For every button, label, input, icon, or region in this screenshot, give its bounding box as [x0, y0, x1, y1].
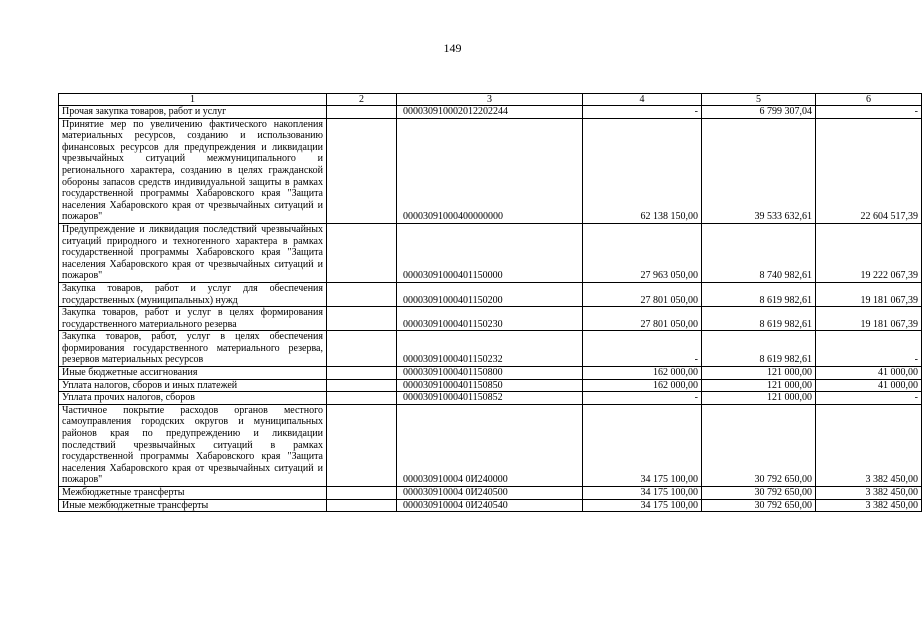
row-col-4: 27 801 050,00	[583, 282, 702, 306]
table-row	[59, 379, 922, 392]
row-col-4: -	[583, 392, 702, 405]
row-col-6: 3 382 450,00	[816, 499, 922, 512]
row-col-6: 3 382 450,00	[816, 404, 922, 486]
table-row	[59, 118, 922, 223]
row-col-5: 6 799 307,04	[702, 106, 816, 119]
table-row	[59, 223, 922, 282]
table-row	[59, 392, 922, 405]
row-name: Уплата налогов, сборов и иных платежей	[59, 379, 327, 392]
row-code: 000030910002012202244	[397, 106, 583, 119]
row-code: 00003091000401150852	[397, 392, 583, 405]
row-col-6: 22 604 517,39	[816, 118, 922, 223]
row-col-6: -	[816, 392, 922, 405]
row-name: Закупка товаров, работ, услуг в целях обеспечения формирования государственного материального резерва, резервов материальных ресурсов	[59, 331, 327, 367]
row-col-4: 162 000,00	[583, 367, 702, 380]
header-col-4: 4	[583, 94, 702, 106]
row-code: 00003091000401150800	[397, 367, 583, 380]
row-code: 00003091000401150230	[397, 307, 583, 331]
row-code: 000030910004 0И240000	[397, 404, 583, 486]
row-code: 00003091000400000000	[397, 118, 583, 223]
table-row	[59, 404, 922, 486]
row-col-2	[327, 282, 397, 306]
row-col-5: 121 000,00	[702, 392, 816, 405]
row-col-2	[327, 106, 397, 119]
row-col-5: 121 000,00	[702, 367, 816, 380]
row-col-6: 3 382 450,00	[816, 487, 922, 500]
header-col-3: 3	[397, 94, 583, 106]
table-row	[59, 282, 922, 306]
row-col-2	[327, 487, 397, 500]
row-col-2	[327, 307, 397, 331]
row-code: 00003091000401150232	[397, 331, 583, 367]
row-col-6: 19 181 067,39	[816, 282, 922, 306]
row-col-6: 41 000,00	[816, 379, 922, 392]
row-col-4: 27 801 050,00	[583, 307, 702, 331]
row-col-6: -	[816, 106, 922, 119]
row-col-5: 30 792 650,00	[702, 404, 816, 486]
header-col-1: 1	[59, 94, 327, 106]
row-col-6: 19 181 067,39	[816, 307, 922, 331]
row-col-5: 8 619 982,61	[702, 331, 816, 367]
row-name: Межбюджетные трансферты	[59, 487, 327, 500]
row-name: Закупка товаров, работ и услуг в целях формирования государственного материального резерва	[59, 307, 327, 331]
row-col-6: -	[816, 331, 922, 367]
row-col-4: 162 000,00	[583, 379, 702, 392]
row-name: Принятие мер по увеличению фактического накопления материальных ресурсов, созданию и использованию финансовых ресурсов для предупреждения и ликвидации чрезвычайных ситуаций межмуниципального и регионального характера, созданию в целях гражданской обороны запасов средств индивидуальной защиты в рамках государственной программы Хабаровского края "Защита населения Хабаровского края от чрезвычайных ситуаций и пожаров"	[59, 118, 327, 223]
row-col-5: 39 533 632,61	[702, 118, 816, 223]
row-name: Частичное покрытие расходов органов местного самоуправления городских округов и муниципальных районов края по предупреждению и ликвидации последствий чрезвычайных ситуаций в рамках государственной программы Хабаровского края "Защита населения Хабаровского края от чрезвычайных ситуаций и пожаров"	[59, 404, 327, 486]
row-col-5: 8 619 982,61	[702, 307, 816, 331]
row-col-6: 41 000,00	[816, 367, 922, 380]
row-code: 00003091000401150200	[397, 282, 583, 306]
row-col-2	[327, 118, 397, 223]
row-col-2	[327, 223, 397, 282]
row-col-4: -	[583, 106, 702, 119]
row-col-4: 34 175 100,00	[583, 404, 702, 486]
row-col-4: -	[583, 331, 702, 367]
row-col-4: 34 175 100,00	[583, 499, 702, 512]
table-row	[59, 331, 922, 367]
table-row	[59, 487, 922, 500]
row-code: 000030910004 0И240540	[397, 499, 583, 512]
row-col-4: 34 175 100,00	[583, 487, 702, 500]
row-col-2	[327, 367, 397, 380]
table-row	[59, 307, 922, 331]
page-number: 149	[443, 41, 462, 55]
table-header-row	[59, 94, 922, 106]
table-row	[59, 499, 922, 512]
row-code: 000030910004 0И240500	[397, 487, 583, 500]
row-name: Уплата прочих налогов, сборов	[59, 392, 327, 405]
row-name: Иные бюджетные ассигнования	[59, 367, 327, 380]
row-col-2	[327, 499, 397, 512]
row-col-5: 30 792 650,00	[702, 487, 816, 500]
row-name: Иные межбюджетные трансферты	[59, 499, 327, 512]
row-code: 00003091000401150850	[397, 379, 583, 392]
header-col-2: 2	[327, 94, 397, 106]
row-name: Закупка товаров, работ и услуг для обеспечения государственных (муниципальных) нужд	[59, 282, 327, 306]
table-row	[59, 106, 922, 119]
budget-table	[58, 93, 922, 512]
row-col-2	[327, 404, 397, 486]
row-name: Предупреждение и ликвидация последствий чрезвычайных ситуаций природного и техногенного характера в рамках государственной программы Хабаровского края "Защита населения Хабаровского края от чрезвычайных ситуаций и пожаров"	[59, 223, 327, 282]
header-col-6: 6	[816, 94, 922, 106]
row-col-5: 8 740 982,61	[702, 223, 816, 282]
row-col-5: 30 792 650,00	[702, 499, 816, 512]
row-col-4: 27 963 050,00	[583, 223, 702, 282]
row-col-6: 19 222 067,39	[816, 223, 922, 282]
row-name: Прочая закупка товаров, работ и услуг	[59, 106, 327, 119]
row-col-5: 121 000,00	[702, 379, 816, 392]
row-col-2	[327, 379, 397, 392]
header-col-5: 5	[702, 94, 816, 106]
row-col-4: 62 138 150,00	[583, 118, 702, 223]
row-col-2	[327, 392, 397, 405]
row-col-2	[327, 331, 397, 367]
row-col-5: 8 619 982,61	[702, 282, 816, 306]
table-row	[59, 367, 922, 380]
row-code: 00003091000401150000	[397, 223, 583, 282]
